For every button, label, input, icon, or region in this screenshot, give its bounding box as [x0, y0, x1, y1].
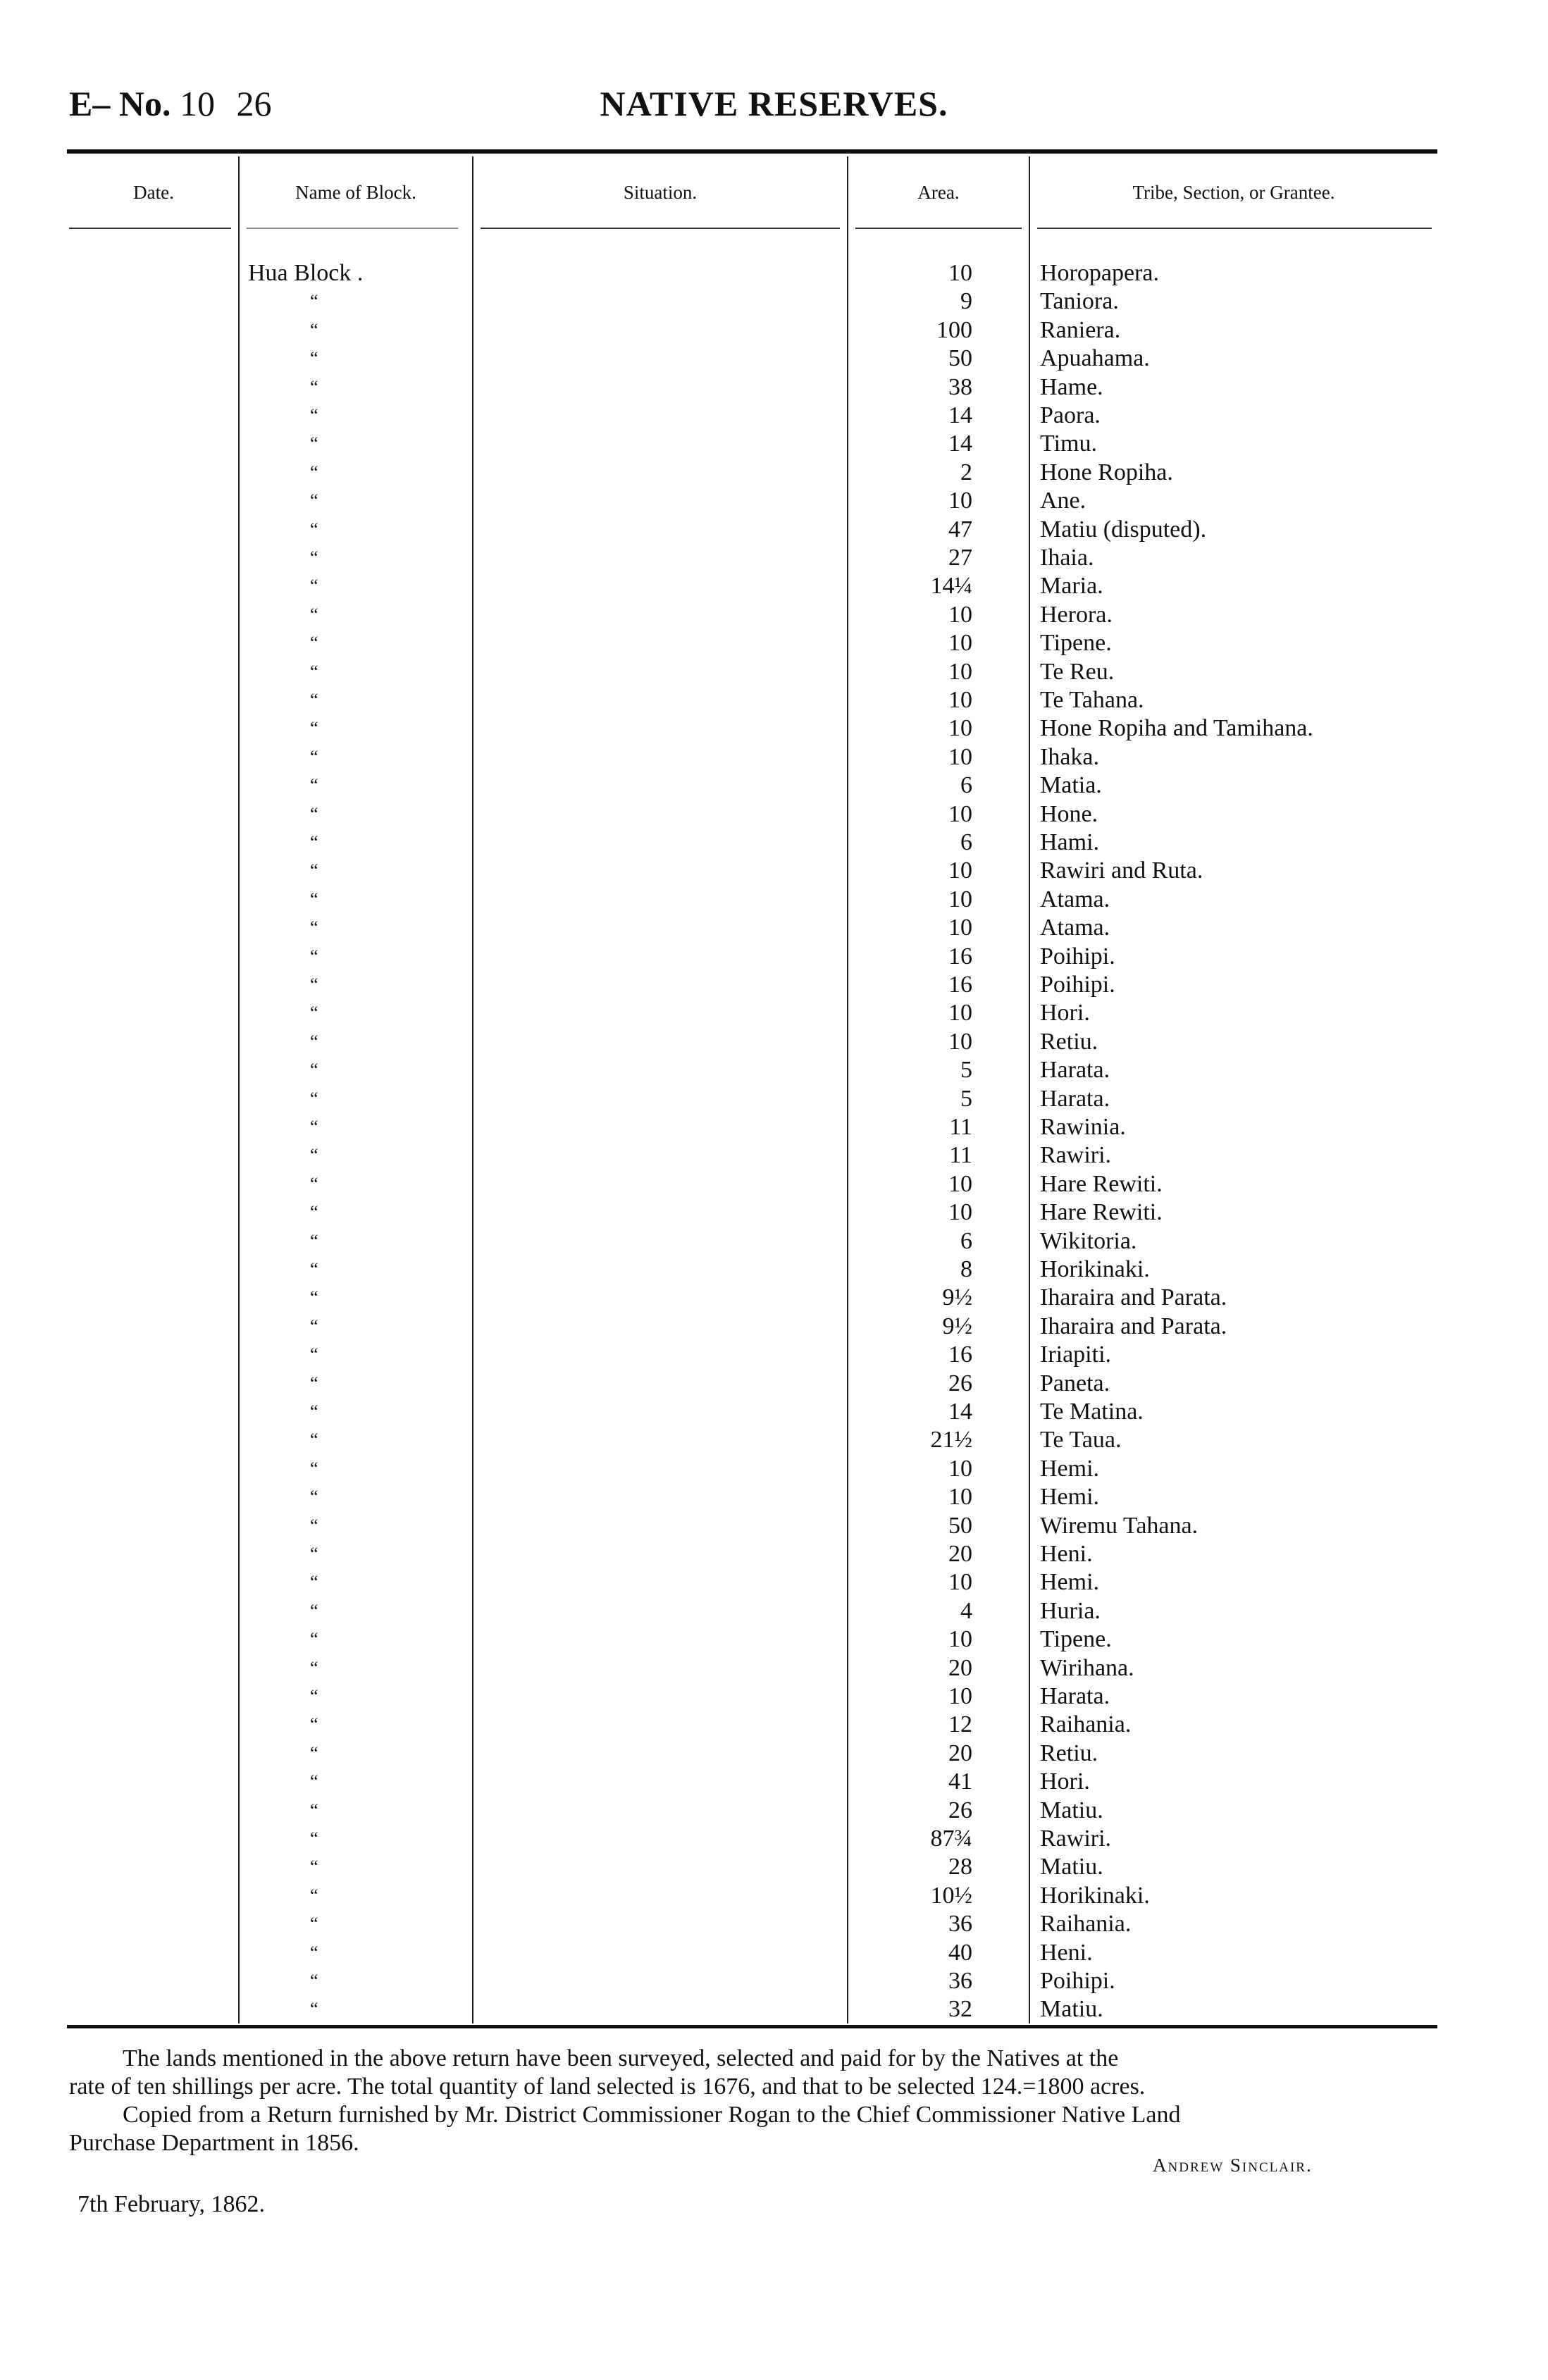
header-underline: [247, 228, 458, 229]
area-cell: 9: [960, 288, 972, 315]
area-cell: 10: [948, 715, 972, 742]
area-cell: 16: [948, 1341, 972, 1368]
block-name-cell: “: [310, 604, 318, 625]
grantee-cell: Hone.: [1040, 800, 1098, 827]
block-name-cell: “: [310, 1060, 318, 1081]
block-name-cell: “: [310, 1259, 318, 1279]
grantee-cell: Wirihana.: [1040, 1654, 1134, 1681]
area-cell: 10: [948, 1000, 972, 1027]
area-cell: 10: [948, 1455, 972, 1482]
grantee-cell: Iharaira and Parata.: [1040, 1313, 1227, 1339]
grantee-cell: Ihaia.: [1040, 545, 1094, 571]
grantee-cell: Horikinaki.: [1040, 1882, 1150, 1909]
block-name-cell: “: [310, 1401, 318, 1422]
area-cell: 6: [960, 1227, 972, 1254]
grantee-cell: Iharaira and Parata.: [1040, 1284, 1227, 1311]
block-name-cell: “: [310, 519, 318, 540]
area-cell: 16: [948, 972, 972, 998]
area-cell: 10: [948, 743, 972, 770]
document-date: 7th February, 1862.: [78, 2191, 265, 2217]
block-name-cell: “: [310, 1572, 318, 1593]
area-cell: 32: [948, 1996, 972, 2023]
grantee-cell: Paneta.: [1040, 1370, 1110, 1396]
block-name-cell: “: [310, 1942, 318, 1963]
area-cell: 4: [960, 1597, 972, 1624]
area-cell: 10½: [930, 1882, 972, 1909]
block-name-cell: “: [310, 690, 318, 710]
area-cell: 36: [948, 1968, 972, 1994]
block-name-cell: “: [310, 917, 318, 938]
grantee-cell: Poihipi.: [1040, 972, 1115, 998]
area-cell: 10: [948, 687, 972, 713]
block-name-cell: “: [310, 1999, 318, 2020]
block-name-cell: “: [310, 1799, 318, 1821]
block-name-cell: “: [310, 1031, 318, 1052]
area-cell: 2: [960, 459, 972, 485]
grantee-cell: Te Reu.: [1040, 658, 1115, 685]
area-cell: 12: [948, 1711, 972, 1738]
grantee-cell: Hone Ropiha and Tamihana.: [1040, 715, 1313, 742]
block-name-cell: “: [310, 433, 318, 454]
block-name-cell: “: [310, 490, 318, 512]
area-cell: 10: [948, 601, 972, 628]
grantee-cell: Hone Ropiha.: [1040, 459, 1173, 485]
column-header-grantee: Tribe, Section, or Grantee.: [1132, 182, 1335, 203]
area-cell: 20: [948, 1654, 972, 1681]
grantee-cell: Horopapera.: [1040, 260, 1159, 286]
block-name-cell: “: [310, 1600, 318, 1621]
grantee-cell: Retiu.: [1040, 1740, 1098, 1766]
grantee-cell: Poihipi.: [1040, 943, 1115, 969]
grantee-cell: Atama.: [1040, 886, 1110, 912]
ref-prefix: E– No.: [69, 84, 171, 123]
area-cell: 10: [948, 857, 972, 884]
grantee-cell: Wiremu Tahana.: [1040, 1512, 1199, 1539]
block-name-cell: “: [310, 1971, 318, 1991]
block-name-cell: “: [310, 860, 318, 881]
footer-note-line: The lands mentioned in the above return have been surveyed, selected and paid for by the Natives at the: [123, 2045, 1119, 2071]
grantee-cell: Atama.: [1040, 915, 1110, 941]
ref-number: 10: [179, 84, 215, 123]
grantee-cell: Tipene.: [1040, 630, 1112, 657]
area-cell: 50: [948, 1512, 972, 1539]
grantee-cell: Hemi.: [1040, 1484, 1100, 1511]
block-name-cell: “: [310, 1344, 318, 1365]
area-cell: 14: [948, 1399, 972, 1425]
block-name-cell: “: [310, 1430, 318, 1451]
grantee-cell: Heni.: [1040, 1541, 1093, 1567]
block-name-cell: “: [310, 1458, 318, 1479]
grantee-cell: Rawiri.: [1040, 1826, 1112, 1852]
area-cell: 11: [949, 1142, 972, 1169]
grantee-cell: Wikitoria.: [1040, 1227, 1137, 1254]
grantee-cell: Rawinia.: [1040, 1114, 1126, 1140]
footer-note-line: Copied from a Return furnished by Mr. District Commissioner Rogan to the Chief Commissioner Native Land: [123, 2102, 1181, 2128]
area-cell: 8: [960, 1256, 972, 1282]
block-name-cell: “: [310, 1372, 318, 1394]
grantee-cell: Rawiri and Ruta.: [1040, 857, 1203, 884]
table-top-rule: [67, 149, 1437, 154]
area-cell: 10: [948, 1683, 972, 1709]
grantee-cell: Tipene.: [1040, 1626, 1112, 1653]
grantee-cell: Te Matina.: [1040, 1399, 1144, 1425]
block-name-cell: “: [310, 1088, 318, 1109]
grantee-cell: Ane.: [1040, 488, 1086, 514]
block-name-cell: “: [310, 1315, 318, 1337]
area-cell: 6: [960, 772, 972, 799]
header-underline: [481, 228, 840, 229]
column-header-block: Name of Block.: [295, 182, 416, 203]
block-name-cell: “: [310, 1487, 318, 1508]
area-cell: 14¼: [930, 573, 972, 600]
grantee-cell: Matiu.: [1040, 1996, 1103, 2023]
block-name-cell: “: [310, 576, 318, 597]
area-cell: 38: [948, 373, 972, 400]
page-number: 26: [236, 84, 272, 123]
grantee-cell: Harata.: [1040, 1085, 1110, 1112]
grantee-cell: Hemi.: [1040, 1455, 1100, 1482]
area-cell: 14: [948, 430, 972, 457]
block-name-cell: “: [310, 1629, 318, 1650]
grantee-cell: Heni.: [1040, 1939, 1093, 1966]
block-name-cell: “: [310, 661, 318, 682]
page-title: NATIVE RESERVES.: [600, 84, 948, 123]
grantee-cell: Matiu.: [1040, 1797, 1103, 1823]
block-name-cell: “: [310, 1742, 318, 1764]
grantee-cell: Hare Rewiti.: [1040, 1199, 1163, 1226]
block-name-cell: “: [310, 1657, 318, 1678]
area-cell: 5: [960, 1057, 972, 1084]
block-name-cell: “: [310, 946, 318, 967]
block-name-cell: “: [310, 888, 318, 910]
area-cell: 20: [948, 1740, 972, 1766]
area-cell: 36: [948, 1911, 972, 1938]
area-cell: 47: [948, 516, 972, 543]
grantee-cell: Huria.: [1040, 1597, 1101, 1624]
block-name-cell: “: [310, 1828, 318, 1849]
grantee-cell: Matiu (disputed).: [1040, 516, 1207, 543]
area-cell: 10: [948, 1626, 972, 1653]
column-divider: [238, 156, 240, 2023]
block-name-cell: Hua Block .: [248, 260, 364, 286]
grantee-cell: Rawiri.: [1040, 1142, 1112, 1169]
header-underline: [855, 228, 1022, 229]
block-name-cell: “: [310, 1544, 318, 1564]
footer-note-line: Purchase Department in 1856.: [69, 2130, 359, 2156]
grantee-cell: Harata.: [1040, 1683, 1110, 1709]
grantee-cell: Retiu.: [1040, 1028, 1098, 1055]
grantee-cell: Paora.: [1040, 402, 1101, 428]
block-name-cell: “: [310, 1857, 318, 1878]
grantee-cell: Herora.: [1040, 601, 1113, 628]
area-cell: 10: [948, 1028, 972, 1055]
block-name-cell: “: [310, 1885, 318, 1906]
block-name-cell: “: [310, 1287, 318, 1308]
area-cell: 10: [948, 800, 972, 827]
grantee-cell: Iriapiti.: [1040, 1341, 1112, 1368]
grantee-cell: Te Taua.: [1040, 1427, 1122, 1454]
area-cell: 27: [948, 545, 972, 571]
block-name-cell: “: [310, 746, 318, 767]
grantee-cell: Raniera.: [1040, 316, 1121, 343]
area-cell: 16: [948, 943, 972, 969]
block-name-cell: “: [310, 405, 318, 426]
column-header-situation: Situation.: [623, 182, 698, 203]
grantee-cell: Timu.: [1040, 430, 1097, 457]
area-cell: 26: [948, 1797, 972, 1823]
block-name-cell: “: [310, 376, 318, 397]
column-header-area: Area.: [917, 182, 960, 203]
column-header-date: Date.: [133, 182, 174, 203]
grantee-cell: Hori.: [1040, 1768, 1090, 1795]
column-divider: [1029, 156, 1030, 2023]
block-name-cell: “: [310, 348, 318, 369]
grantee-cell: Ihaka.: [1040, 743, 1100, 770]
block-name-cell: “: [310, 718, 318, 739]
area-cell: 10: [948, 260, 972, 286]
area-cell: 50: [948, 345, 972, 372]
area-cell: 9½: [942, 1313, 972, 1339]
grantee-cell: Harata.: [1040, 1057, 1110, 1084]
grantee-cell: Raihania.: [1040, 1911, 1132, 1938]
block-name-cell: “: [310, 1003, 318, 1024]
block-name-cell: “: [310, 832, 318, 853]
signature: Andrew Sinclair.: [1153, 2155, 1313, 2176]
block-name-cell: “: [310, 461, 318, 483]
block-name-cell: “: [310, 803, 318, 824]
grantee-cell: Raihania.: [1040, 1711, 1132, 1738]
block-name-cell: “: [310, 633, 318, 654]
block-name-cell: “: [310, 1202, 318, 1223]
block-name-cell: “: [310, 1173, 318, 1194]
grantee-cell: Hori.: [1040, 1000, 1090, 1027]
area-cell: 100: [936, 316, 972, 343]
area-cell: 10: [948, 630, 972, 657]
area-cell: 14: [948, 402, 972, 428]
block-name-cell: “: [310, 547, 318, 568]
block-name-cell: “: [310, 319, 318, 340]
area-cell: 28: [948, 1854, 972, 1880]
area-cell: 10: [948, 1199, 972, 1226]
table-bottom-rule: [67, 2025, 1437, 2028]
block-name-cell: “: [310, 291, 318, 312]
area-cell: 87¾: [930, 1826, 972, 1852]
block-name-cell: “: [310, 1771, 318, 1792]
block-name-cell: “: [310, 1230, 318, 1251]
block-name-cell: “: [310, 1686, 318, 1706]
block-name-cell: “: [310, 1714, 318, 1735]
grantee-cell: Matiu.: [1040, 1854, 1103, 1880]
header-underline: [1037, 228, 1432, 229]
grantee-cell: Hare Rewiti.: [1040, 1170, 1163, 1197]
area-cell: 5: [960, 1085, 972, 1112]
area-cell: 20: [948, 1541, 972, 1567]
area-cell: 10: [948, 658, 972, 685]
grantee-cell: Maria.: [1040, 573, 1103, 600]
area-cell: 10: [948, 488, 972, 514]
grantee-cell: Matia.: [1040, 772, 1102, 799]
grantee-cell: Horikinaki.: [1040, 1256, 1150, 1282]
grantee-cell: Te Tahana.: [1040, 687, 1144, 713]
area-cell: 6: [960, 829, 972, 855]
block-name-cell: “: [310, 974, 318, 995]
area-cell: 10: [948, 1569, 972, 1596]
area-cell: 40: [948, 1939, 972, 1966]
block-name-cell: “: [310, 1117, 318, 1137]
area-cell: 41: [948, 1768, 972, 1795]
area-cell: 10: [948, 886, 972, 912]
block-name-cell: “: [310, 1515, 318, 1536]
column-divider: [847, 156, 848, 2023]
area-cell: 9½: [942, 1284, 972, 1311]
grantee-cell: Apuahama.: [1040, 345, 1150, 372]
grantee-cell: Hemi.: [1040, 1569, 1100, 1596]
footer-note-line: rate of ten shillings per acre. The total quantity of land selected is 1676, and that to be selected 124.=1800 acres.: [69, 2074, 1146, 2100]
block-name-cell: “: [310, 1914, 318, 1935]
area-cell: 10: [948, 1170, 972, 1197]
area-cell: 26: [948, 1370, 972, 1396]
grantee-cell: Hami.: [1040, 829, 1100, 855]
block-name-cell: “: [310, 1145, 318, 1166]
area-cell: 10: [948, 915, 972, 941]
block-name-cell: “: [310, 775, 318, 796]
column-divider: [472, 156, 473, 2023]
area-cell: 10: [948, 1484, 972, 1511]
header-underline: [69, 228, 231, 229]
area-cell: 21½: [930, 1427, 972, 1454]
grantee-cell: Poihipi.: [1040, 1968, 1115, 1994]
area-cell: 11: [949, 1114, 972, 1140]
grantee-cell: Hame.: [1040, 373, 1103, 400]
grantee-cell: Taniora.: [1040, 288, 1119, 315]
